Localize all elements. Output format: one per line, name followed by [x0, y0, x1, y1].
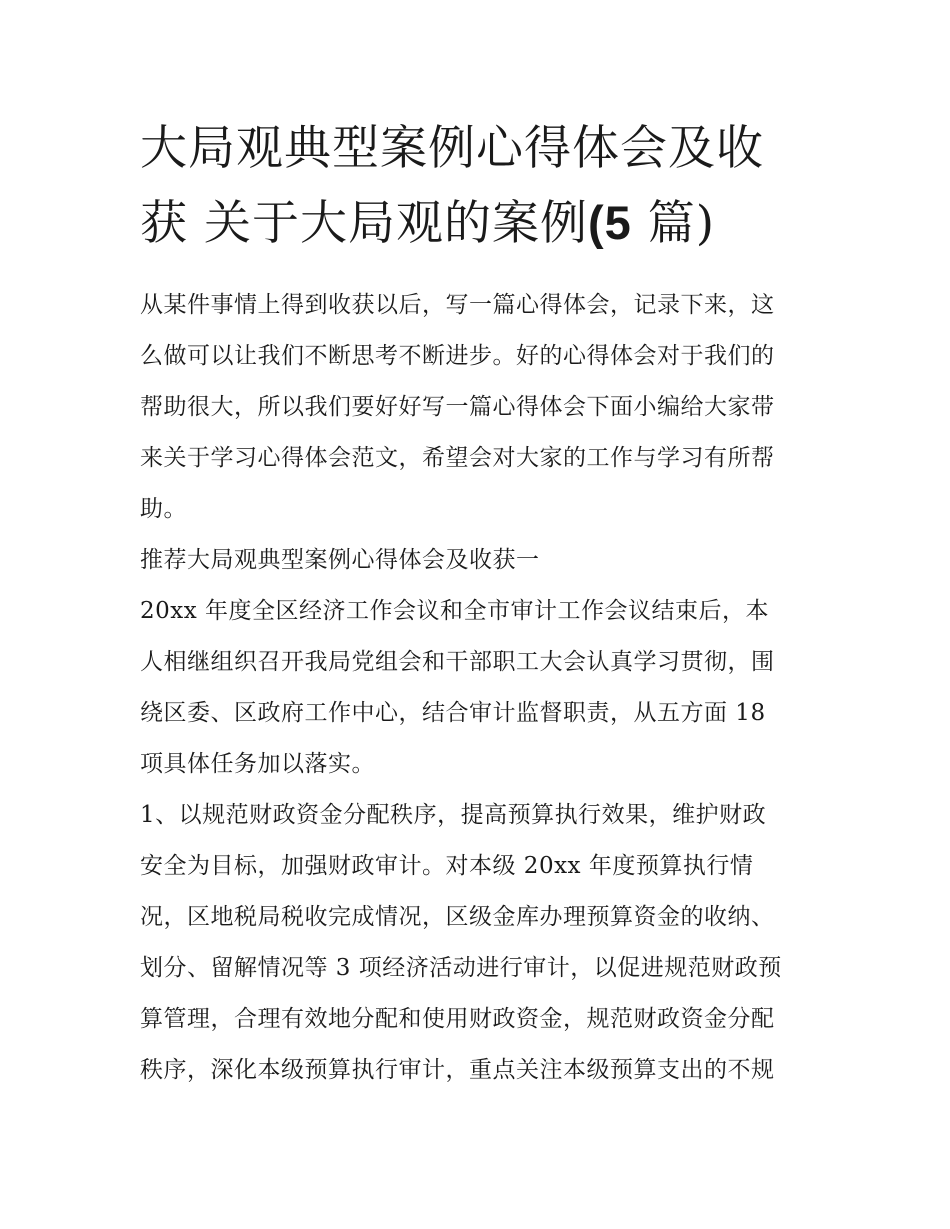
section-heading: 推荐大局观典型案例心得体会及收获一	[140, 547, 540, 573]
body-line: 算管理，合理有效地分配和使用财政资金，规范财政资金分配	[140, 1006, 775, 1032]
title-line-2c: 篇)	[631, 196, 716, 251]
body-line: 安全为目标，加强财政审计。对本级 20xx 年度预算执行情	[140, 853, 754, 879]
body-line: 20xx 年度全区经济工作会议和全市审计工作会议结束后，本	[140, 598, 770, 624]
body-line: 秩序，深化本级预算执行审计，重点关注本级预算支出的不规	[140, 1057, 775, 1083]
body-line: 么做可以让我们不断思考不断进步。好的心得体会对于我们的	[140, 343, 775, 369]
title-line-2a: 获 关于大局观的案例	[140, 196, 588, 251]
body-line: 绕区委、区政府工作中心，结合审计监督职责，从五方面 18	[140, 700, 766, 726]
body-line: 项具体任务加以落实。	[140, 751, 375, 777]
document-body	[140, 280, 820, 1096]
document-title	[140, 112, 830, 261]
body-line: 从某件事情上得到收获以后，写一篇心得体会，记录下来，这	[140, 292, 775, 318]
body-line: 1、以规范财政资金分配秩序，提高预算执行效果，维护财政	[140, 802, 767, 828]
title-line-2b: (5	[587, 196, 632, 249]
body-line: 助。	[140, 496, 187, 522]
body-line: 人相继组织召开我局党组会和干部职工大会认真学习贯彻，围	[140, 649, 775, 675]
body-line: 帮助很大，所以我们要好好写一篇心得体会下面小编给大家带	[140, 394, 775, 420]
body-line: 划分、留解情况等 3 项经济活动进行审计，以促进规范财政预	[140, 955, 782, 981]
body-line: 况，区地税局税收完成情况，区级金库办理预算资金的收纳、	[140, 904, 775, 930]
title-line-1: 大局观典型案例心得体会及收	[140, 121, 764, 176]
body-line: 来关于学习心得体会范文，希望会对大家的工作与学习有所帮	[140, 445, 775, 471]
